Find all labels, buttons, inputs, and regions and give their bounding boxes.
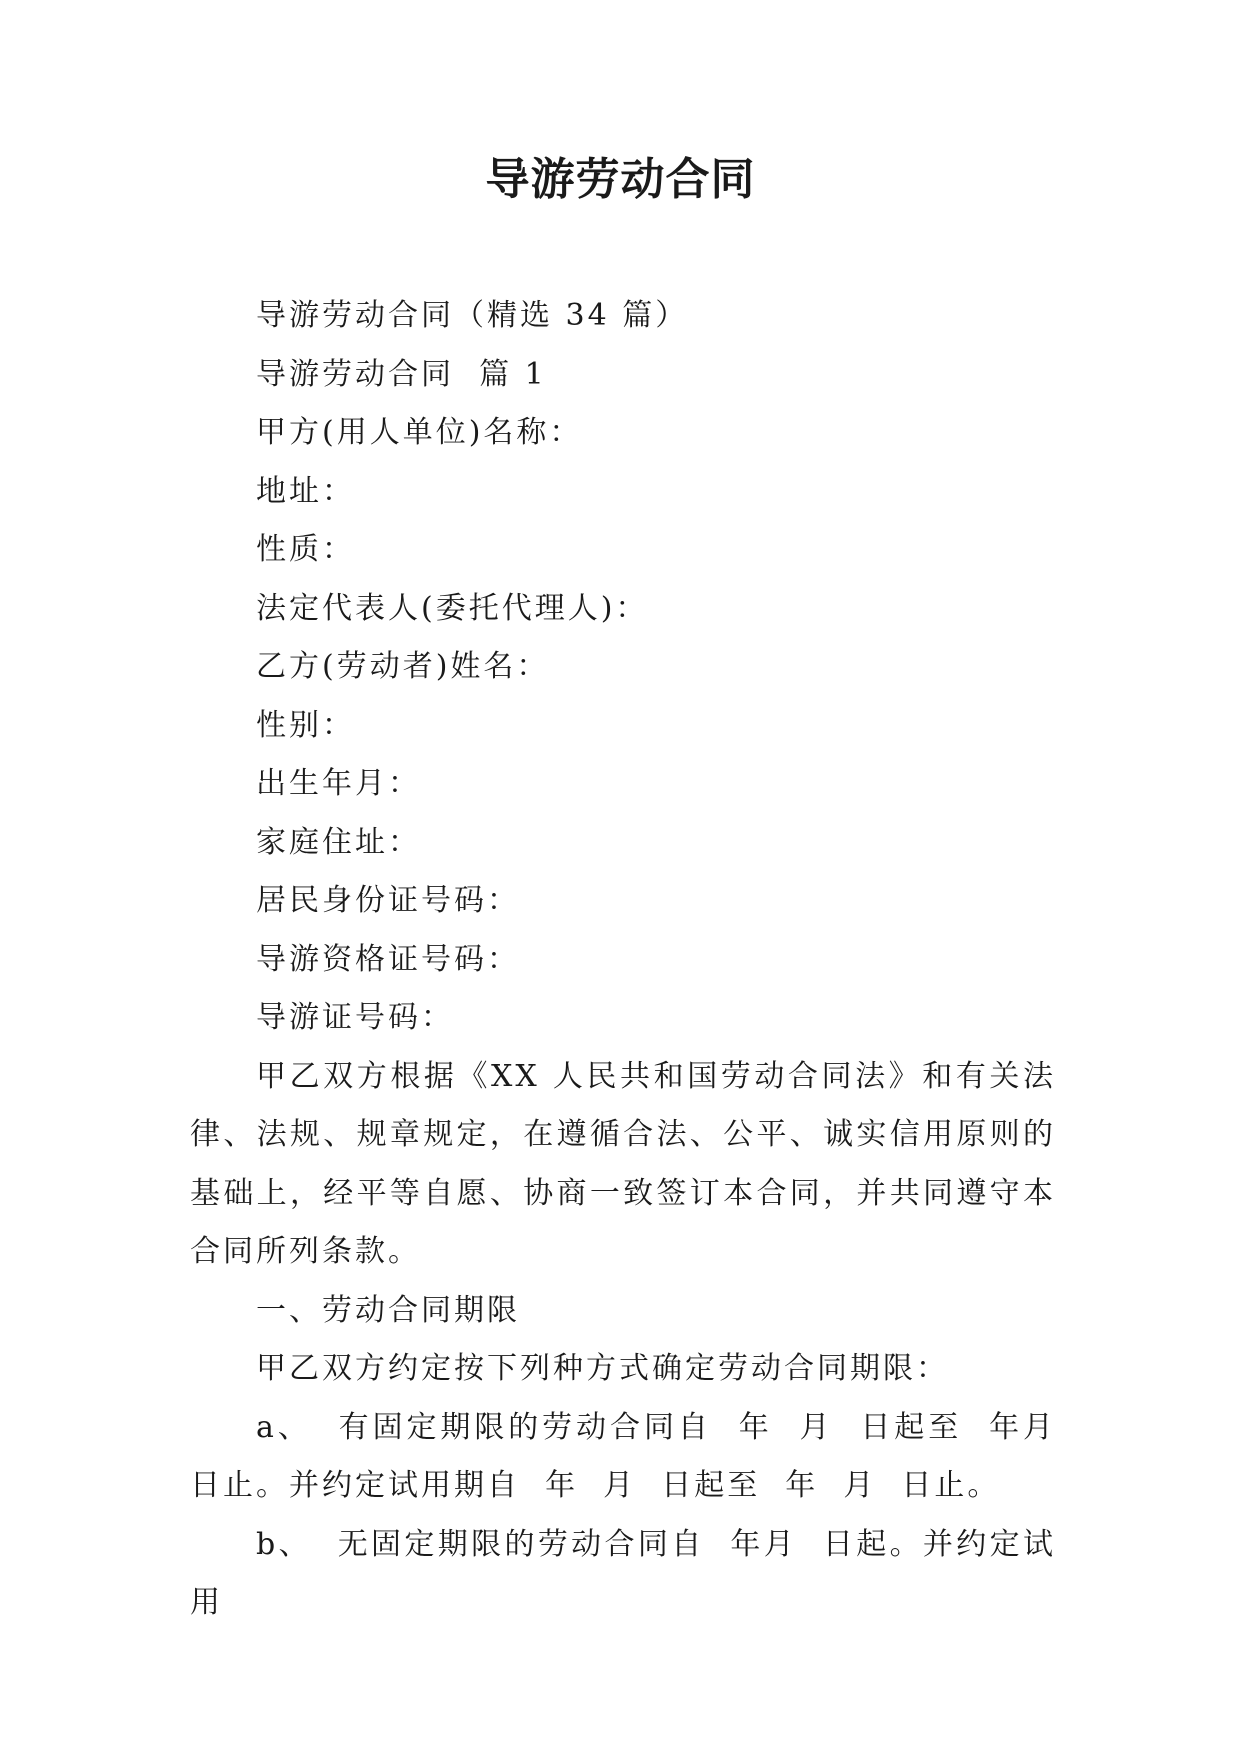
section-heading-part-1: 导游劳动合同 篇 1 — [256, 356, 547, 392]
field-birth-date: 出生年月： — [256, 766, 421, 801]
preamble-paragraph: 甲乙双方根据《XX 人民共和国劳动合同法》和有关法律、法规、规章规定，在遵循合法、公平、诚实信用原则的基础上，经平等自愿、协商一致签订本合同，并共同遵守本合同所列条款。 — [190, 1058, 1056, 1269]
field-guide-license-number: 导游证号码： — [256, 1000, 454, 1035]
field-legal-representative: 法定代表人(委托代理人)： — [256, 590, 649, 626]
field-employer-name: 甲方(用人单位)名称： — [256, 415, 583, 450]
field-id-number: 居民身份证号码： — [256, 883, 520, 918]
field-employee-name: 乙方(劳动者)姓名： — [256, 649, 550, 684]
field-home-address: 家庭住址： — [256, 824, 421, 860]
subtitle-selection: 导游劳动合同（精选 34 篇） — [256, 298, 689, 333]
field-address: 地址： — [256, 473, 355, 509]
clause-heading-contract-term: 一、劳动合同期限 — [256, 1292, 520, 1328]
field-guide-qualification-number: 导游资格证号码： — [256, 941, 520, 977]
document-title: 导游劳动合同 — [485, 154, 756, 205]
field-gender: 性别： — [256, 707, 355, 743]
clause-term-option-a: a、 有固定期限的劳动合同自 年 月 日起至 年月日止。并约定试用期自 年 月 日起至 年 月 日止。 — [190, 1409, 1056, 1503]
document-body — [190, 287, 1056, 1633]
clause-term-option-b: b、 无固定期限的劳动合同自 年月 日起。并约定试用 — [190, 1526, 1056, 1620]
field-nature: 性质： — [256, 532, 355, 567]
clause-term-intro: 甲乙双方约定按下列种方式确定劳动合同期限： — [256, 1351, 949, 1386]
